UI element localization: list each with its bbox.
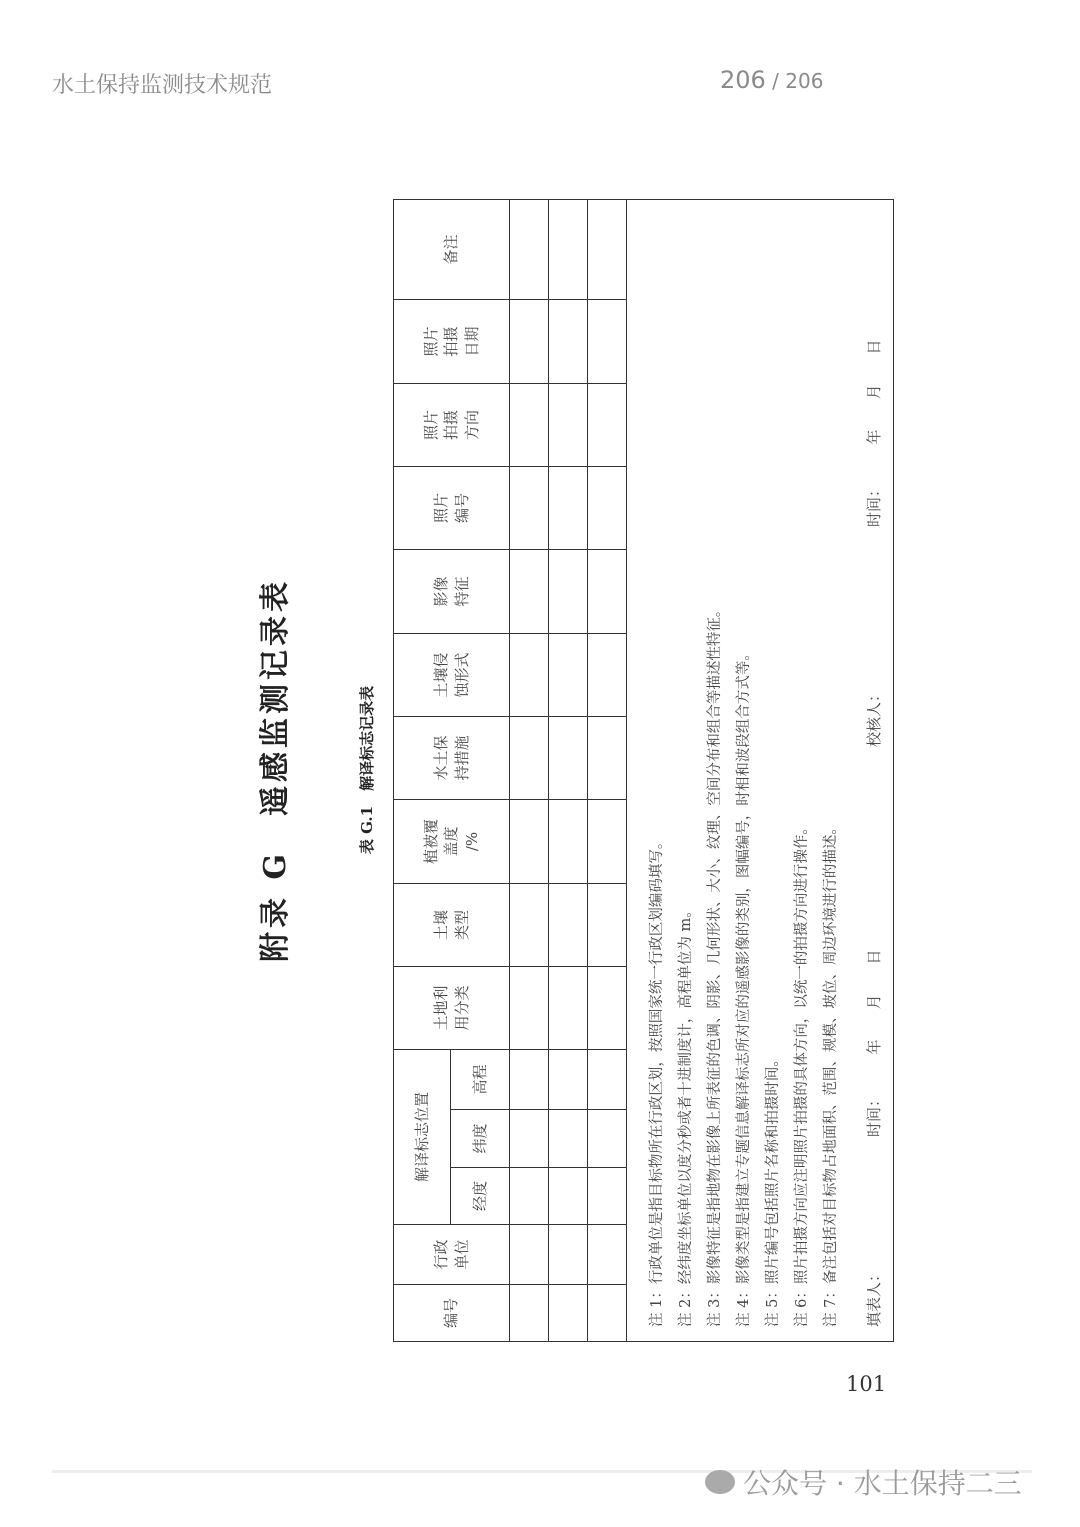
note: 注 4：影像类型是指建立专题信息解译标志所对应的遥感影像的类别，图幅编号，时相和波段组合方式等。 [736,646,752,1327]
header-image-feature: 影像 特征 [394,549,510,633]
checker-time: 时间： 年 月 日 [865,339,883,527]
filler-time: 时间： 年 月 日 [865,949,883,1137]
header-erosion-form: 土壤侵 蚀形式 [394,633,510,716]
table-row [588,199,627,1341]
header-id: 编号 [394,1285,510,1342]
header-elev: 高程 [451,1049,510,1109]
header-swc-measure: 水土保 持措施 [394,716,510,799]
rotated-page-content [250,190,930,1350]
note: 注 5：照片编号包括照片名称和拍摄时间。 [765,1052,781,1327]
note: 注 2：经纬度坐标单位以度分秒或者十进制度计，高程单位为 m。 [678,903,694,1327]
table-row [549,199,588,1341]
header-remark: 备注 [394,199,510,299]
note: 注 6：照片拍摄方向应注明照片拍摄的具体方向，以统一的拍摄方向进行操作。 [794,820,810,1327]
note: 注 1：行政单位是指目标物所在行政区划，按照国家统一行政区划编码填写。 [649,834,665,1327]
header-veg-cover: 植被覆 盖度 /% [394,799,510,883]
page-separator: / [765,69,786,93]
page-indicator [720,66,823,94]
watermark [705,1462,1022,1502]
header-photo-direction: 照片 拍摄 方向 [394,383,510,466]
interpretation-record-table [393,199,894,1342]
document-title: 水土保持监测技术规范 [52,73,273,98]
header-photo-date: 照片 拍摄 日期 [394,299,510,383]
wechat-icon [705,1470,735,1494]
header-admin-unit: 行政 单位 [394,1225,510,1285]
filler-label: 填表人： [865,1266,883,1327]
header-lon: 经度 [451,1168,510,1225]
appendix-title: 附录 G 遥感监测记录表 [258,577,293,963]
checker-label: 校核人： [865,686,883,747]
header-soil-type: 土壤 类型 [394,883,510,966]
notes-cell [627,199,894,1341]
header-photo-id: 照片 编号 [394,466,510,549]
note: 注 7：备注包括对目标物占地面积、范围、规模、坡位、周边环境进行的描述。 [823,820,839,1327]
header-land-use: 土地利 用分类 [394,966,510,1049]
page-number: 101 [846,1372,887,1396]
table-caption: 表 G.1 解译标志记录表 [358,685,376,855]
watermark-text: 公众号 · 水土保持二三 [743,1467,1022,1500]
current-page: 206 [720,66,766,94]
note: 注 3：影像特征是指地物在影像上所表征的色调、阴影、几何形状、大小、纹理、空间分布和组合等描述性特征。 [707,602,723,1327]
header-position-group: 解译标志位置 [394,1049,451,1224]
header-lat: 纬度 [451,1110,510,1168]
signature-line [860,220,889,1327]
table-row [510,199,549,1341]
total-pages: 206 [785,69,824,93]
